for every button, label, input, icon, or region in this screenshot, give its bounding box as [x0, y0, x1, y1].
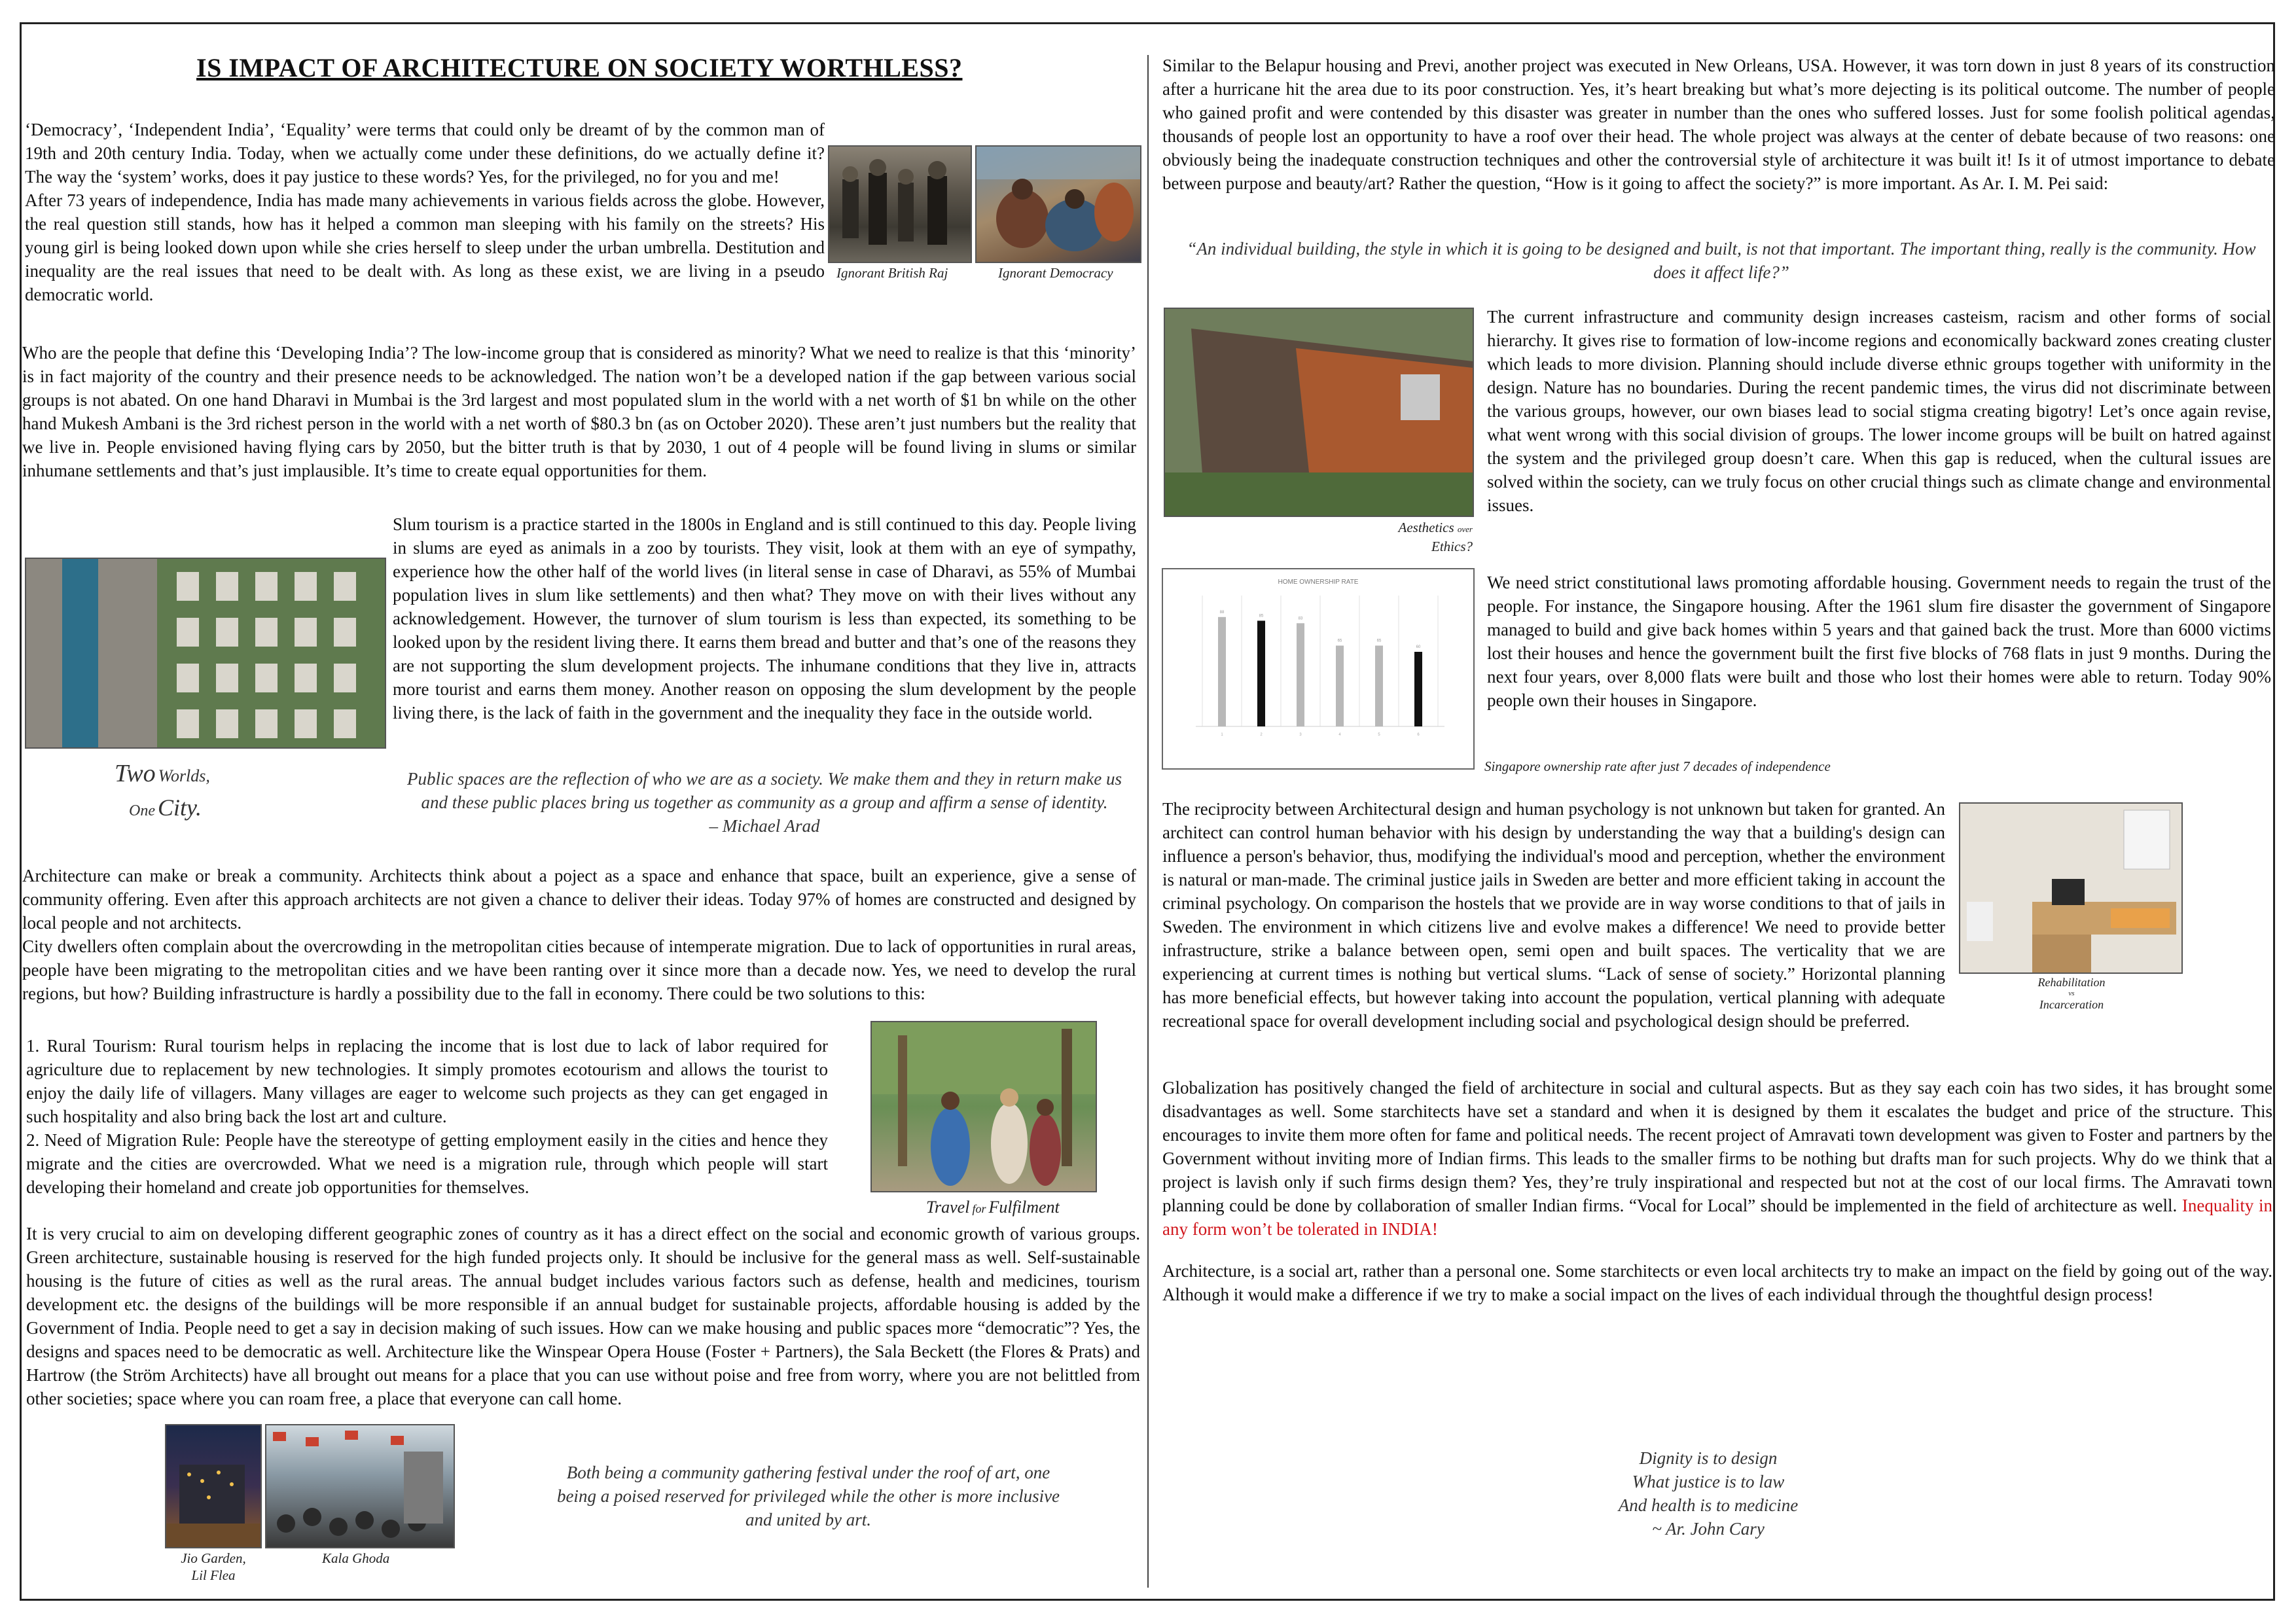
intro-paragraph-2: After 73 years of independence, India has made many achievements in various fields across the globe. However, the real question still stands, how has it helped a common man sleeping with his family on the streets? His young girl is being looked down upon while she cries herself to sleep under the urban umbrella. Destitution and inequality are the real issues that need to be dealt with. As long as these exist, we are living in a pseudo democratic world. [25, 190, 825, 304]
solution-rural-tourism: 1. Rural Tourism: Rural tourism helps in replacing the income that is lost due to lack of labor required for agriculture due to replacement by new technologies. It simply promotes ecotourism and allows the tourist to enjoy the daily life of villagers. Many villages are eager to welcome such projects as they can get engaged in such hospitality and also bring back the lost art and culture. [26, 1036, 828, 1126]
chart-value-label: 85 [1259, 614, 1264, 618]
two-worlds-word-city: City. [157, 794, 202, 821]
travel-fulfilment-photo [870, 1021, 1097, 1192]
travel-word-fulfilment: Fulfilment [988, 1198, 1060, 1217]
aerial-view [26, 559, 386, 749]
jio-garden-photo [165, 1424, 262, 1548]
caption-lil-flea: Lil Flea [191, 1567, 236, 1583]
aesthetics-caption [1389, 519, 1473, 555]
arad-quote: Public spaces are the reflection of who we are as a society. We make them and they in return make us and these public places bring us together as community as a group and affirm a sense of identity. [406, 769, 1122, 812]
travel-caption [926, 1198, 1060, 1217]
chart-category-label: 6 [1417, 733, 1420, 737]
chart-category-label: 5 [1378, 733, 1380, 737]
two-worlds-caption [115, 759, 210, 827]
two-worlds-word-one: One [129, 802, 155, 819]
cary-author: ~ Ar. John Cary [1652, 1519, 1765, 1539]
aesthetics-word-over: over [1457, 524, 1473, 534]
intro-paragraph-1: ‘Democracy’, ‘Independent India’, ‘Equality’ were terms that could only be dreamt of by the common man of 19th and 20th century India. Today, when we actually come under these definitions, do we actually define it? The way the ‘system’ works, does it pay justice to these words? Yes, for the privileged, no for you and me! [25, 120, 825, 187]
infrastructure-paragraph: The current infrastructure and community design increases casteism, racism and other forms of social hierarchy. It gives rise to formation of low-income regions and economically backward zones creating cluster which leads to more division. Planning should include diverse ethnic groups together with uniformity in the design. Nature has no boundaries. During the recent pandemic times, the virus did not discriminate between the various groups, however, our own biases lead to social stigma creating bigotry! Let’s once again revise, what went wrong with this social division of groups. The lower income groups will be built on hatred against the system and the privileged group doesn’t care. When this gap is reduced, when the cultural issues are solved within the society, can we truly focus on other crucial things such as climate change and environmental issues. [1487, 307, 2271, 515]
caption-jio-garden [162, 1550, 264, 1584]
cell-scene [1960, 804, 2183, 974]
caption-democracy: Ignorant Democracy [998, 265, 1113, 281]
chart-bar-3 [1297, 623, 1304, 726]
chart-category-label: 4 [1338, 733, 1341, 737]
caption-british-raj: Ignorant British Raj [836, 265, 948, 281]
singapore-paragraph: We need strict constitutional laws promoting affordable housing. Government needs to regain the trust of the people. For instance, the Singapore housing. After the 1961 slum fire disaster the government of Singapore managed to build and give back homes within 5 years and that gained back the trust. More than 6000 victims lost their houses and hence the government built the first five blocks of 768 flats in just 9 months. During the next four years, over 8,000 flats were built and those who lost their homes were able to return. Today 90% people own their houses in Singapore. [1487, 573, 2271, 710]
chart-bar-2 [1257, 621, 1265, 727]
chart-title: HOME OWNERSHIP RATE [1278, 579, 1359, 586]
chart-bar-5 [1375, 646, 1383, 727]
caption-kala-ghoda: Kala Ghoda [322, 1550, 390, 1566]
rehab-word-incarceration: Incarceration [2039, 998, 2104, 1011]
travel-word-for: for [972, 1202, 986, 1215]
democracy-photo [975, 145, 1141, 263]
developing-india-paragraph: Who are the people that define this ‘Developing India’? The low-income group that is considered as minority? What we need to realize is that this ‘minority’ is in fact majority of the country and their presence needs to be acknowledged. The nation won’t be a developed nation if the gap between various social groups is not abated. On one hand Dharavi in Mumbai is the 3rd largest and most populated slum in the world with a net worth of $1 bn while on the other hand Mukesh Ambani is the 3rd richest person in the world with a net worth of $80.3 bn (as on October 2020). These aren’t just numbers but the reality that we live in. People envisioned having flying cars by 2050, but the bitter truth is that by 2030, 1 out of 4 people will be found living in slums or similar inhumane settlements and that’s just implausible. It’s time to create equal opportunities for them. [22, 343, 1136, 480]
chart-bar-1 [1218, 617, 1226, 726]
psychology-paragraph: The reciprocity between Architectural design and human psychology is not unknown but taken for granted. An architect can control human behavior with his design by understanding the way that a building's design can influence a person's behavior, thus, modifying the individual's mood and perception, whether the environment is natural or man-made. The criminal justice jails in Sweden are better and more efficient taking in account the criminal psychology. On comparison the hostels that we provide are in way worse conditions to that of jails in Sweden. The environment in which citizens live and evolve makes a difference! We need to provide better infrastructure, strike a balance between open, semi open and built spaces. The verticality that we are experiencing at current times is nothing but vertical slums. “Lack of sense of society.” Horizontal planning has more beneficial effects, but however taking into account the population, vertical planning with adequate recreational space for overall development including social and psychological design should be preferred. [1162, 799, 1945, 1031]
cary-line-3: And health is to medicine [1618, 1495, 1799, 1515]
chart-svg [1163, 569, 1473, 768]
intro-block [25, 118, 825, 306]
british-raj-figures [829, 147, 972, 263]
two-worlds-aerial-photo [25, 558, 386, 749]
cary-quote [1518, 1446, 1898, 1541]
pei-quote: “An individual building, the style in which it is going to be designed and built, is not that important. The important thing, really is the community. How does it affect life?” [1187, 239, 2256, 282]
aesthetics-building-scene [1165, 309, 1474, 517]
aesthetics-building-photo [1164, 308, 1474, 517]
two-worlds-word-worlds: Worlds, [158, 766, 210, 785]
singapore-caption: Singapore ownership rate after just 7 decades of independence [1484, 758, 1831, 774]
rehabilitation-cell-photo [1959, 802, 2183, 974]
cary-line-2: What justice is to law [1632, 1472, 1785, 1491]
globalization-text: Globalization has positively changed the field of architecture in social and cultural aspects. But as they say each coin has two sides, it has brought some disadvantages as well. Some starchitects have set a standard and when it is designed by them it escalates the budget and price of the structure. This encourages to invite them more often for fame and political needs. The recent project of Amravati town development was given to Foster and partners by the Government without inviting more of Indian firms. This leads to the smaller firms to be nothing but drafts man for such projects. Why do we think that a project is lavish only if such firms design them? Yes, they’re truly inspirational and respected but not at the cost of our local firms. The Amravati town planning could be done by collaboration of smaller Indian firms. “Vocal for Local” should be implemented in the field of architecture as well. [1162, 1078, 2272, 1215]
community-paragraph-2: City dwellers often complain about the overcrowding in the metropolitan cities because of intemperate migration. Due to lack of opportunities in rural areas, people have been migrating to the metropolitan cities and we have been ranting over it since more than a decade now. Yes, we need to develop the rural regions, but how? Building infrastructure is hardly a possibility due to the fall in economy. There could be two solutions to this: [22, 936, 1136, 1003]
rehab-word-rehabilitation: Rehabilitation [2037, 976, 2106, 989]
caption-jio-garden-line1: Jio Garden, [181, 1550, 246, 1566]
solution-migration-rule: 2. Need of Migration Rule: People have the stereotype of getting employment easily in the cities and hence they migrate and the cities are overcrowded. What we need is a migration rule, through which people will start developing their homeland and create job opportunities for themselves. [26, 1130, 828, 1197]
chart-value-label: 83 [1298, 616, 1303, 621]
british-raj-photo [828, 145, 972, 263]
kala-ghoda-photo [265, 1424, 455, 1548]
rehab-word-vs: vs [2068, 990, 2075, 997]
chart-value-label: 88 [1219, 610, 1225, 615]
democracy-figures [977, 147, 1141, 263]
community-block [22, 864, 1136, 1005]
chart-bar-6 [1414, 652, 1422, 726]
rehab-caption [2016, 975, 2127, 1012]
two-worlds-word-two: Two [115, 760, 156, 787]
chart-value-label: 65 [1376, 639, 1382, 643]
aesthetics-word-ethics: Ethics? [1431, 539, 1473, 554]
cary-line-1: Dignity is to design [1639, 1448, 1778, 1468]
chart-category-label: 3 [1299, 733, 1302, 737]
slum-tourism-paragraph: Slum tourism is a practice started in the 1800s in England and is still continued to this day. People living in slums are eyed as animals in a zoo by tourists. They visit, look at them with an eye of sympathy, experience how the other half of the world lives (in literal sense in case of Dharavi, as 55% of Mumbai population lives in slum like settlements) and then what? They move on with their lives without any acknowledgement. However, the turnover of slum tourism is less than expected, its something to be looked upon by the resident living there. It earns them bread and butter and that’s one of the reasons they are not supporting the slum development projects. The inhumane conditions that they live in, attracts more tourist and earns them money. Another reason on opposing the slum development by the people living there, is the lack of faith in the government and the inequality they face in the outside world. [393, 514, 1136, 722]
column-divider [1147, 55, 1149, 1588]
social-art-paragraph: Architecture, is a social art, rather than a personal one. Some starchitects or even local architects try to make an impact on the field by going out of the way. Although it would make a difference if we try to make a social impact on the lives of each individual through the thoughtful design process! [1162, 1261, 2272, 1304]
chart-value-label: 60 [1416, 645, 1421, 649]
solutions-list [26, 1034, 828, 1199]
chart-category-label: 2 [1260, 733, 1263, 737]
globalization-paragraph [1162, 1076, 2272, 1241]
aesthetics-word-aesthetics: Aesthetics [1398, 520, 1454, 535]
festival-quote: Both being a community gathering festival under the roof of art, one being a poised reserved for privileged while the other is more inclusive and united by art. [556, 1463, 1060, 1529]
chart-value-label: 65 [1337, 639, 1342, 643]
community-paragraph-1: Architecture can make or break a community. Architects think about a poject as a space and enhance that space, built an experience, give a sense of community offering. Even after this approach architects are not given a chance to deliver their ideas. Today 97% of homes are constructed and designed by local people and not architects. [22, 866, 1136, 933]
article-title: IS IMPACT OF ARCHITECTURE ON SOCIETY WORTHLESS? [196, 53, 963, 82]
jio-garden-scene [166, 1425, 262, 1548]
home-ownership-chart [1162, 568, 1475, 770]
belapur-paragraph: Similar to the Belapur housing and Previ, another project was executed in New Orleans, USA. However, it was torn down in just 8 years of its construction after a hurricane hit the area due to its poor construction. Yes, it’s heart breaking but what’s more dejecting is its political outcome. The number of people who gained profit and were contended by this disaster was greater in number than the ones who suffered losses. Just for some foolish political agendas, thousands of people lost an opportunity to have a roof over their head. The whole project was always at the center of debate because of two reasons: one obviously being the inadequate construction techniques and other the controversial style of architecture it was built it! Is it of utmost importance to debate between purpose and beauty/art? Rather the question, “How is it going to affect the society?” is more important. As Ar. I. M. Pei said: [1162, 56, 2275, 193]
travel-word-travel: Travel [926, 1198, 970, 1217]
globalization-red-text: Inequality in any form won’t be tolerated in INDIA! [1162, 1196, 2273, 1239]
kala-ghoda-scene [266, 1425, 455, 1548]
chart-bar-4 [1336, 646, 1344, 727]
arad-quote-author: – Michael Arad [709, 816, 820, 836]
travel-scene [872, 1022, 1097, 1192]
arad-quote-block [393, 767, 1136, 838]
chart-category-label: 1 [1221, 733, 1223, 737]
zones-paragraph: It is very crucial to aim on developing different geographic zones of country as it has a direct effect on the social and economic growth of various groups. Green architecture, sustainable housing is reserved for the high funded projects only. It should be inclusive for the general mass as well. Self-sustainable housing is the future of cities as well as the rural areas. The annual budget includes various factors such as defense, health and medicines, tourism development etc. the designs of the buildings will be more responsible if an annual budget for sustainable projects, affordable housing is added by the Government of India. People need to get a say in decision making of such issues. How can we make housing and public spaces more “democratic”? Yes, the designs and spaces need to be democratic as well. Architecture like the Winspear Opera House (Foster + Partners), the Sala Beckett (the Flores & Prats) and Hartrow (the Ström Architects) have all brought out means for a place that you can use without poise and free from worry, where you are not belittled from other societies; space where you can roam free, a place that everyone can call home. [26, 1224, 1140, 1408]
